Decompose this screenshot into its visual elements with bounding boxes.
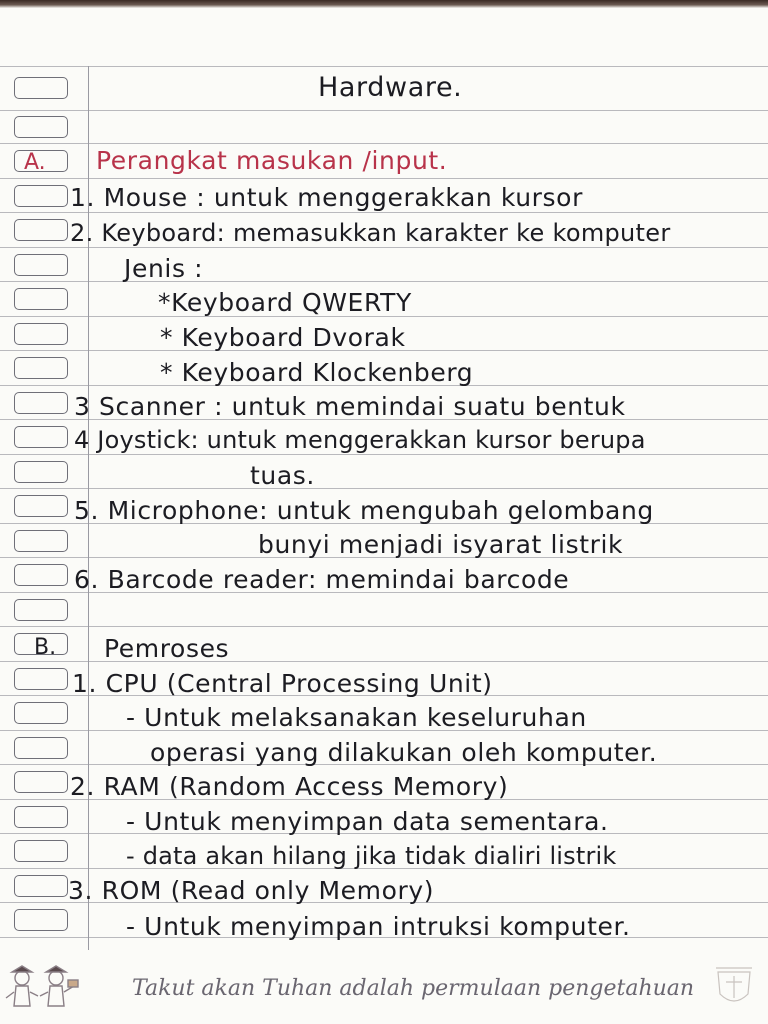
margin-box <box>14 495 68 517</box>
section-a-line: 2. Keyboard: memasukkan karakter ke komputer <box>70 219 671 247</box>
section-b-line: 1. CPU (Central Processing Unit) <box>72 669 493 698</box>
margin-box <box>14 840 68 862</box>
section-b-label: B. <box>34 635 57 660</box>
section-a-line: * Keyboard Dvorak <box>160 323 406 352</box>
margin-box <box>14 357 68 379</box>
page-title: Hardware. <box>318 72 463 103</box>
rule-line <box>0 281 768 282</box>
rule-line <box>0 110 768 111</box>
margin-box <box>14 702 68 724</box>
margin-box <box>14 116 68 138</box>
margin-box <box>14 426 68 448</box>
section-b-line: - Untuk melaksanakan keseluruhan <box>126 703 587 732</box>
children-illustration <box>2 962 82 1014</box>
section-a-line: 4 Joystick: untuk menggerakkan kursor berupa <box>74 426 646 454</box>
rule-line <box>0 143 768 144</box>
rule-line <box>0 178 768 179</box>
margin-box <box>14 875 68 897</box>
margin-box <box>14 219 68 241</box>
section-b-heading: Pemroses <box>104 634 230 663</box>
footer-motto: Takut akan Tuhan adalah permulaan pengetahuan <box>132 976 695 1001</box>
rule-line <box>0 212 768 213</box>
rule-line <box>0 626 768 627</box>
margin-box <box>14 771 68 793</box>
section-a-line: 5. Microphone: untuk mengubah gelombang <box>74 496 654 525</box>
section-b-line: operasi yang dilakukan oleh komputer. <box>150 738 658 767</box>
rule-line <box>0 66 768 67</box>
rule-line <box>0 454 768 455</box>
margin-box <box>14 737 68 759</box>
margin-box <box>14 806 68 828</box>
rule-line <box>0 247 768 248</box>
section-b-line: 2. RAM (Random Access Memory) <box>70 772 509 801</box>
margin-box <box>14 564 68 586</box>
section-a-line: bunyi menjadi isyarat listrik <box>258 530 624 559</box>
margin-box <box>14 288 68 310</box>
section-a-line: * Keyboard Klockenberg <box>160 358 474 387</box>
margin-box <box>14 77 68 99</box>
margin-box <box>14 254 68 276</box>
section-a-line: tuas. <box>250 461 315 490</box>
section-b-line: - data akan hilang jika tidak dialiri listrik <box>126 842 617 870</box>
section-a-line: 6. Barcode reader: memindai barcode <box>74 565 570 594</box>
section-a-label: A. <box>24 150 46 175</box>
rule-line <box>0 488 768 489</box>
section-a-line: *Keyboard QWERTY <box>158 288 412 317</box>
section-b-line: - Untuk menyimpan intruksi komputer. <box>126 912 631 941</box>
section-a-line: Jenis : <box>124 254 204 283</box>
school-emblem <box>712 964 756 1010</box>
margin-box <box>14 668 68 690</box>
section-b-line: - Untuk menyimpan data sementara. <box>126 807 609 836</box>
section-a-line: 3 Scanner : untuk memindai suatu bentuk <box>74 392 626 421</box>
margin-box <box>14 530 68 552</box>
margin-box <box>14 461 68 483</box>
section-a-line: 1. Mouse : untuk menggerakkan kursor <box>70 183 583 212</box>
margin-box <box>14 392 68 414</box>
section-b-line: 3. ROM (Read only Memory) <box>68 876 435 905</box>
margin-box <box>14 599 68 621</box>
margin-box <box>14 323 68 345</box>
paper-top-edge <box>0 0 768 8</box>
margin-box <box>14 909 68 931</box>
margin-box <box>14 185 68 207</box>
section-a-heading: Perangkat masukan /input. <box>96 146 448 175</box>
